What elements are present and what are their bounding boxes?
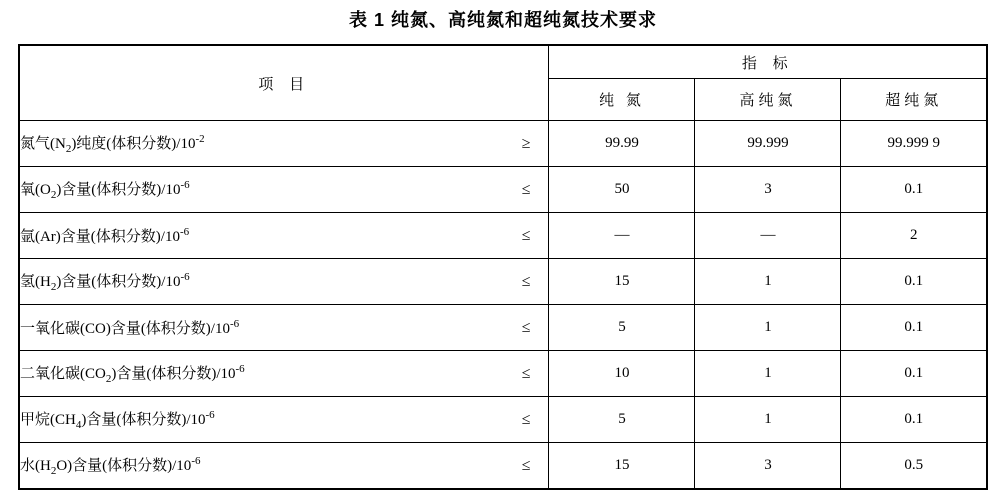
row-comparison-symbol: ≤ xyxy=(521,226,531,244)
row-comparison-symbol: ≤ xyxy=(521,456,531,474)
table-caption: 表 1 纯氮、高纯氮和超纯氮技术要求 xyxy=(348,10,657,30)
row-value-ultra-pure: 0.1 xyxy=(841,259,987,305)
row-value-high-purity: 1 xyxy=(695,259,841,305)
row-comparison-symbol: ≤ xyxy=(521,318,531,336)
row-label-cell xyxy=(19,305,549,351)
header-col-pure-nitrogen: 纯 氮 xyxy=(549,79,695,121)
header-index-group: 指 标 xyxy=(549,45,987,79)
row-value-high-purity: 1 xyxy=(695,351,841,397)
row-label-text: 氧$(O_2)$含量(体积分数)$/10^{-6}$ xyxy=(19,179,190,201)
row-value-ultra-pure: 0.1 xyxy=(841,167,987,213)
row-comparison-symbol: ≤ xyxy=(521,364,531,382)
row-label-cell xyxy=(19,167,549,213)
row-value-pure: 99.99 xyxy=(549,121,695,167)
row-label-cell xyxy=(19,213,549,259)
row-value-ultra-pure: 0.1 xyxy=(841,305,987,351)
row-value-high-purity: 3 xyxy=(695,443,841,490)
row-value-high-purity: 99.999 xyxy=(695,121,841,167)
row-value-pure: 10 xyxy=(549,351,695,397)
row-value-high-purity: 3 xyxy=(695,167,841,213)
row-value-pure: 50 xyxy=(549,167,695,213)
row-value-ultra-pure: 0.1 xyxy=(841,397,987,443)
row-value-pure: 5 xyxy=(549,305,695,351)
row-label-text: 水$(H_2O)$含量(体积分数)$/10^{-6}$ xyxy=(19,455,201,477)
row-value-pure: 15 xyxy=(549,443,695,490)
header-col-high-purity-nitrogen: 高纯氮 xyxy=(695,79,841,121)
row-value-high-purity: 1 xyxy=(695,397,841,443)
row-label-cell xyxy=(19,397,549,443)
header-item-column: 项 目 xyxy=(19,45,549,121)
row-comparison-symbol: ≤ xyxy=(521,180,531,198)
row-label-cell xyxy=(19,443,549,490)
row-label-text: 氮气$(N_2)$纯度(体积分数)$/10^{-2}$ xyxy=(19,133,205,155)
table-row xyxy=(19,305,987,351)
header-row-top xyxy=(19,45,987,79)
row-label-cell xyxy=(19,121,549,167)
row-comparison-symbol: ≤ xyxy=(521,410,531,428)
table-header xyxy=(19,45,987,121)
table-row xyxy=(19,213,987,259)
row-value-ultra-pure: 2 xyxy=(841,213,987,259)
table-row xyxy=(19,351,987,397)
table-row xyxy=(19,397,987,443)
row-value-high-purity: — xyxy=(695,213,841,259)
table-row xyxy=(19,443,987,490)
row-label-text: 氢$(H_2)$含量(体积分数)$/10^{-6}$ xyxy=(19,271,190,293)
header-col-ultra-pure-nitrogen: 超纯氮 xyxy=(841,79,987,121)
table-row xyxy=(19,259,987,305)
row-value-pure: 15 xyxy=(549,259,695,305)
row-comparison-symbol: ≥ xyxy=(521,134,531,152)
row-value-ultra-pure: 0.5 xyxy=(841,443,987,490)
row-value-pure: 5 xyxy=(549,397,695,443)
specification-table xyxy=(18,44,988,490)
table-row xyxy=(19,121,987,167)
row-label-text: 一氧化碳(CO)含量(体积分数)$/10^{-6}$ xyxy=(19,318,240,337)
row-label-text: 氩(Ar)含量(体积分数)$/10^{-6}$ xyxy=(19,226,190,245)
row-value-pure: — xyxy=(549,213,695,259)
row-label-cell xyxy=(19,351,549,397)
row-value-ultra-pure: 0.1 xyxy=(841,351,987,397)
row-comparison-symbol: ≤ xyxy=(521,272,531,290)
row-value-ultra-pure: 99.999 9 xyxy=(841,121,987,167)
row-label-text: 甲烷$(CH_4)$含量(体积分数)$/10^{-6}$ xyxy=(19,409,215,431)
row-label-cell xyxy=(19,259,549,305)
table-row xyxy=(19,167,987,213)
table-body xyxy=(19,121,987,490)
row-label-text: 二氧化碳$(CO_2)$含量(体积分数)$/10^{-6}$ xyxy=(19,363,245,385)
row-value-high-purity: 1 xyxy=(695,305,841,351)
